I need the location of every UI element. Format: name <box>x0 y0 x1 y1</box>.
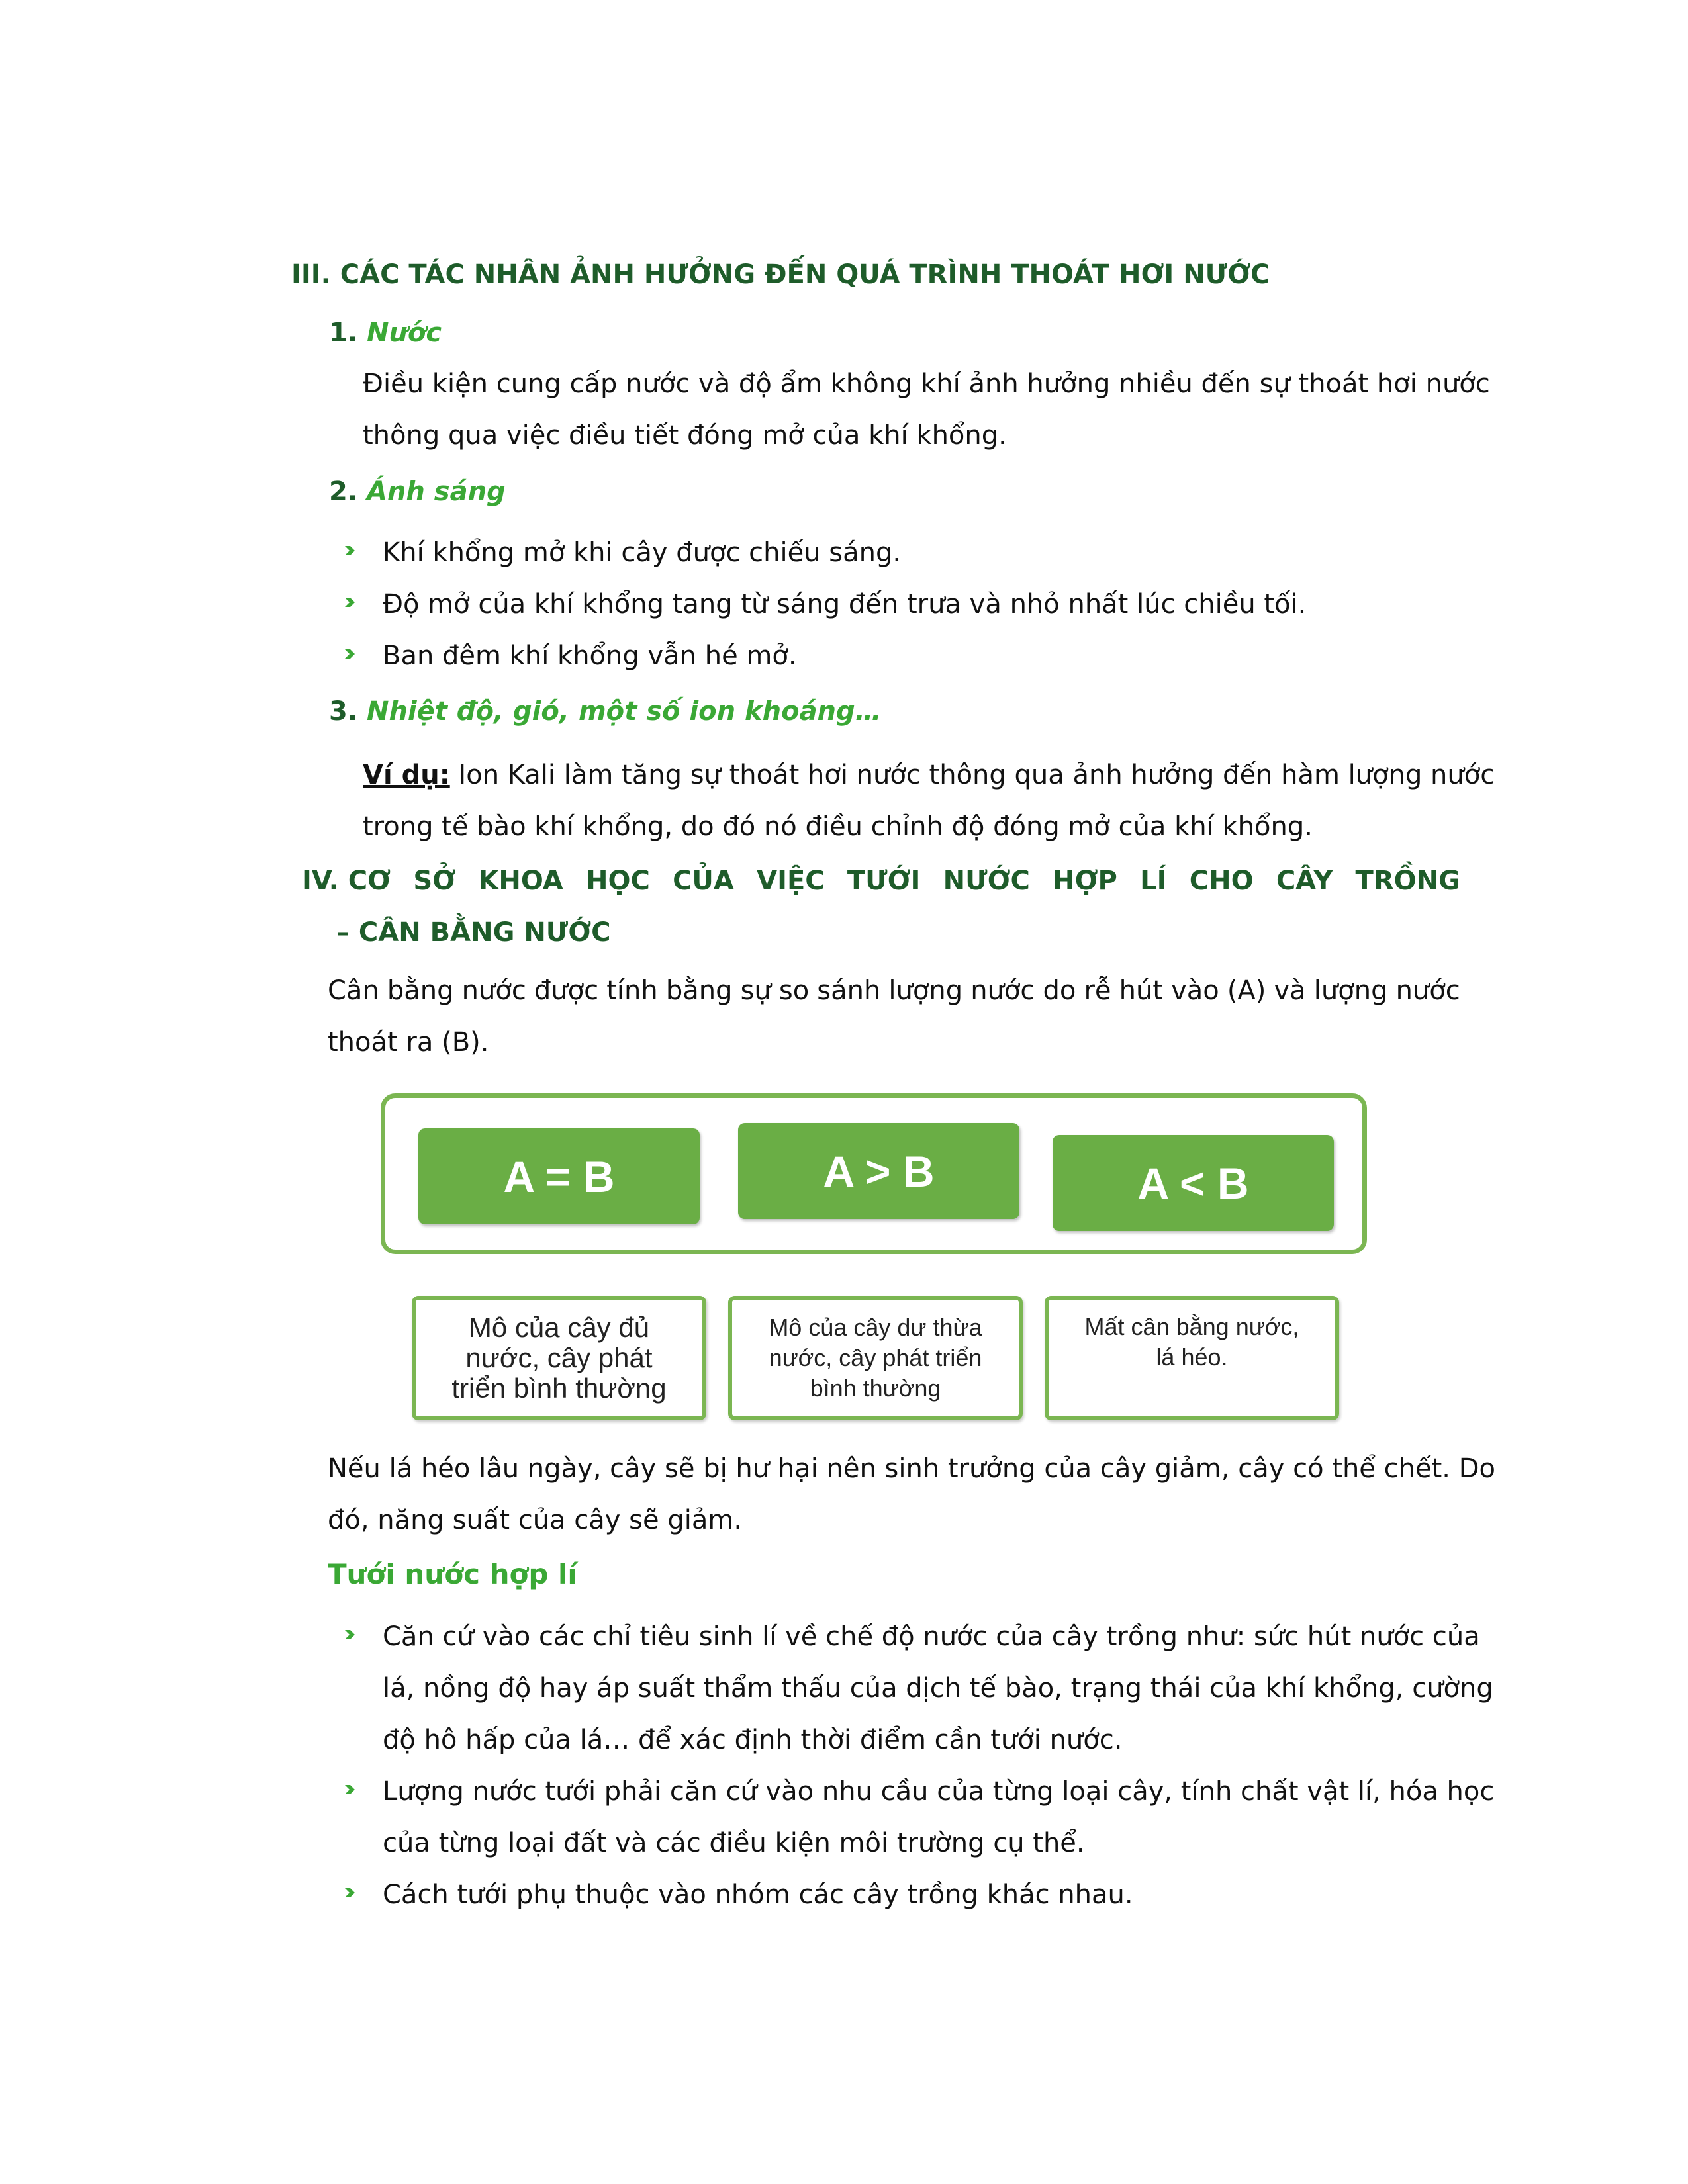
watering-bullet-2-line-2: của từng loại đất và các điều kiện môi trường cụ thể. <box>383 1828 1085 1858</box>
description-box-less <box>1045 1296 1339 1420</box>
subsection-title: Ánh sáng <box>366 477 506 507</box>
intro-word: tính <box>606 976 658 1006</box>
heading-word: SỞ <box>413 866 456 896</box>
section-4-heading-line-2: – CÂN BẰNG NƯỚC <box>336 917 611 948</box>
balance-box-equal: A = B <box>418 1128 700 1224</box>
description-text <box>1085 1312 1299 1373</box>
subsection-title: Nước <box>366 318 442 348</box>
description-line: triển bình thường <box>451 1373 667 1404</box>
heading-word: NƯỚC <box>943 866 1030 896</box>
intro-word: hút <box>1119 976 1163 1006</box>
description-box-equal <box>412 1296 706 1420</box>
heading-word: VIỆC <box>757 866 825 896</box>
description-line: Mô của cây đủ <box>468 1312 650 1343</box>
intro-word: bằng <box>665 976 733 1006</box>
example-label: Ví dụ: <box>363 760 450 790</box>
water-text-line-2: thông qua việc điều tiết đóng mở của khí khổng. <box>363 420 1007 451</box>
example-line-1 <box>363 749 1495 801</box>
light-bullet-1: Khí khổng mở khi cây được chiếu sáng. <box>383 537 902 568</box>
description-line: lá héo. <box>1156 1343 1228 1371</box>
description-line: nước, cây phát triển <box>769 1344 982 1371</box>
bullet-arrow-icon <box>343 1886 356 1899</box>
bullet-arrow-icon <box>343 544 356 557</box>
balance-box-greater: A > B <box>738 1123 1019 1219</box>
intro-word: lượng <box>1313 976 1388 1006</box>
intro-line-2: thoát ra (B). <box>328 1027 489 1058</box>
watering-title: Tưới nước hợp lí <box>328 1558 577 1590</box>
intro-word: nước <box>970 976 1035 1006</box>
description-box-greater <box>728 1296 1023 1420</box>
heading-word: HỢP <box>1053 866 1117 896</box>
intro-line-1 <box>328 965 1460 1017</box>
intro-word: do <box>1043 976 1076 1006</box>
heading-word: CHO <box>1189 866 1254 896</box>
intro-word: rễ <box>1084 976 1111 1006</box>
description-text <box>451 1312 666 1404</box>
subsection-title: Nhiệt độ, gió, một số ion khoáng… <box>366 696 882 727</box>
intro-word: (A) <box>1227 976 1266 1006</box>
intro-word: sự <box>740 976 771 1006</box>
bullet-arrow-icon <box>343 1783 356 1796</box>
bullet-arrow-icon <box>343 596 356 609</box>
watering-bullet-1-line-3: độ hô hấp của lá… để xác định thời điểm cần tưới nước. <box>383 1725 1123 1755</box>
intro-word: được <box>534 976 599 1006</box>
example-text: Ion Kali làm tăng sự thoát hơi nước thông qua ảnh hưởng đến hàm lượng nước <box>449 760 1495 790</box>
bullet-arrow-icon <box>343 647 356 660</box>
subsection-number: 1. <box>329 318 358 348</box>
heading-word: CÂY <box>1276 866 1333 896</box>
watering-bullet-2-line-1: Lượng nước tưới phải căn cứ vào nhu cầu của từng loại cây, tính chất vật lí, hóa học <box>383 1776 1495 1807</box>
intro-word: nước <box>1395 976 1460 1006</box>
heading-word: LÍ <box>1140 866 1167 896</box>
subsection-number: 2. <box>329 477 358 507</box>
intro-word: sánh <box>817 976 881 1006</box>
watering-bullet-3: Cách tưới phụ thuộc vào nhóm các cây trồng khác nhau. <box>383 1880 1133 1910</box>
intro-word: so <box>778 976 810 1006</box>
watering-bullet-1-line-1: Căn cứ vào các chỉ tiêu sinh lí về chế độ nước của cây trồng như: sức hút nước của <box>383 1621 1480 1652</box>
after-diagram-line-2: đó, năng suất của cây sẽ giảm. <box>328 1505 743 1535</box>
light-bullet-2: Độ mở của khí khổng tang từ sáng đến trưa và nhỏ nhất lúc chiều tối. <box>383 589 1307 619</box>
after-diagram-line-1: Nếu lá héo lâu ngày, cây sẽ bị hư hại nên sinh trưởng của cây giảm, cây có thể chết. Do <box>328 1453 1495 1484</box>
watering-bullet-1-line-2: lá, nồng độ hay áp suất thẩm thấu của dịch tế bào, trạng thái của khí khổng, cường <box>383 1673 1493 1704</box>
description-line: Mất cân bằng nước, <box>1084 1313 1299 1340</box>
description-line: nước, cây phát <box>465 1342 653 1373</box>
heading-word: CỦA <box>673 866 734 896</box>
heading-word: TƯỚI <box>847 866 921 896</box>
heading-word: TRỒNG <box>1355 866 1460 896</box>
intro-word: và <box>1274 976 1306 1006</box>
description-line: Mô của cây dư thừa <box>769 1314 982 1341</box>
light-bullet-3: Ban đêm khí khổng vẫn hé mở. <box>383 641 797 671</box>
example-line-2: trong tế bào khí khổng, do đó nó điều chỉnh độ đóng mở của khí khổng. <box>363 811 1313 842</box>
intro-word: bằng <box>387 976 454 1006</box>
intro-word: Cân <box>328 976 379 1006</box>
water-text-line-1: Điều kiện cung cấp nước và độ ẩm không khí ảnh hưởng nhiều đến sự thoát hơi nước <box>363 369 1490 399</box>
description-text <box>769 1312 982 1404</box>
subsection-number: 3. <box>329 696 358 727</box>
subsection-water-heading <box>329 318 442 348</box>
bullet-arrow-icon <box>343 1628 356 1641</box>
description-line: bình thường <box>810 1375 941 1402</box>
section-4-heading-line-1 <box>302 866 1460 896</box>
intro-word: nước <box>461 976 526 1006</box>
intro-word: lượng <box>888 976 963 1006</box>
heading-word: HỌC <box>585 866 650 896</box>
intro-word: vào <box>1171 976 1219 1006</box>
heading-word: IV. CƠ <box>302 866 391 896</box>
section-3-heading: III. CÁC TÁC NHÂN ẢNH HƯỞNG ĐẾN QUÁ TRÌNH THOÁT HƠI NƯỚC <box>291 259 1270 290</box>
subsection-light-heading <box>329 477 506 507</box>
heading-word: KHOA <box>478 866 563 896</box>
subsection-temperature-heading <box>329 696 882 727</box>
balance-box-less: A < B <box>1053 1135 1334 1231</box>
